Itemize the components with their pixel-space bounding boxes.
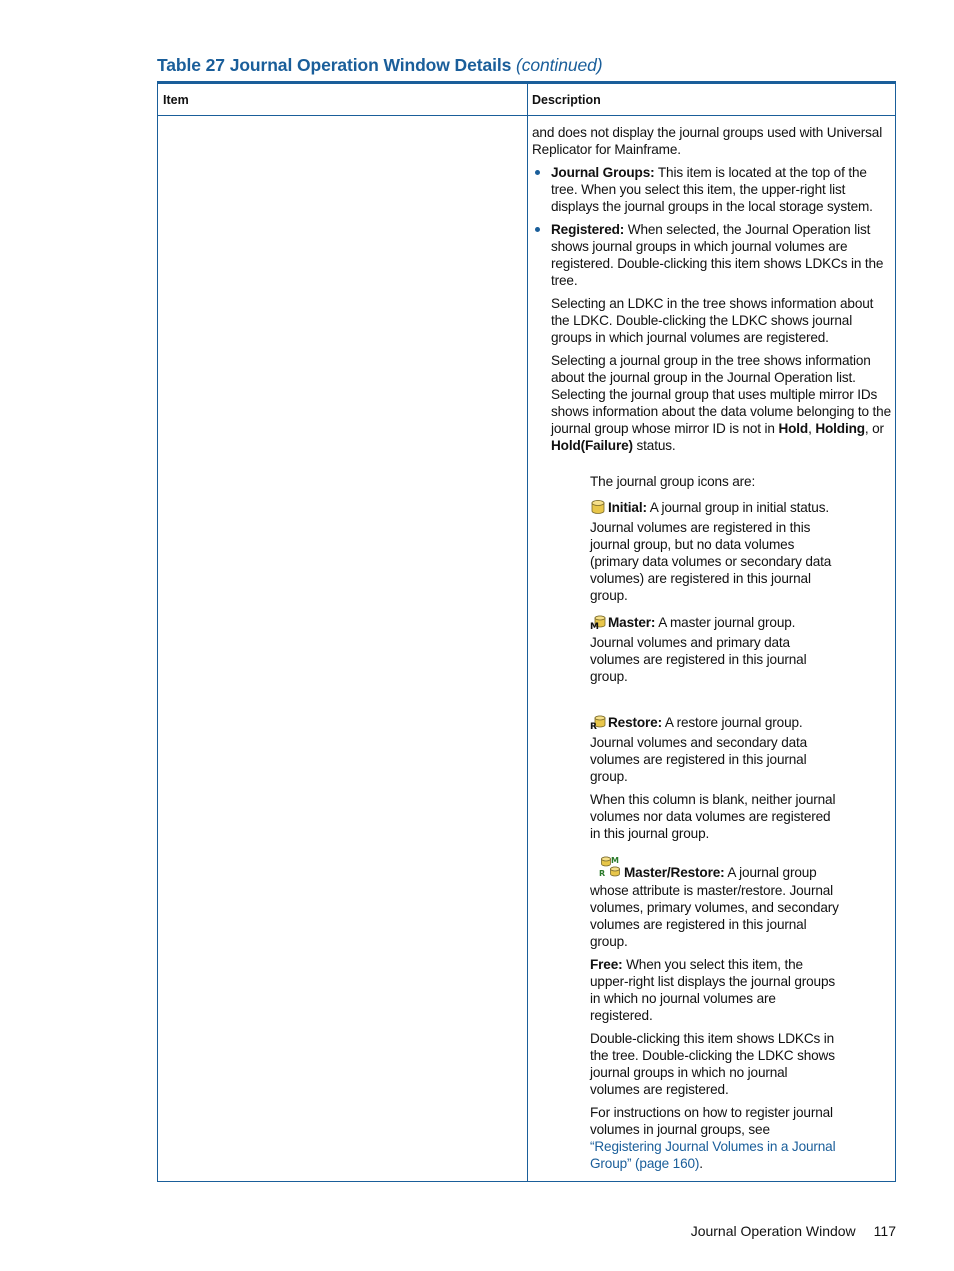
- bullet-label: Journal Groups:: [551, 165, 655, 180]
- master-restore-journal-icon: [598, 854, 622, 882]
- icon-label: Master/Restore:: [624, 865, 725, 880]
- footer-section: Journal Operation Window: [690, 1223, 856, 1239]
- page-footer: [691, 1223, 896, 1239]
- table-title: Table 27 Journal Operation Window Details: [157, 55, 512, 75]
- restore-journal-icon: [590, 714, 606, 734]
- paragraph-text: Selecting a journal group in the tree shows information about the journal group in the Journal Operation list. Selecting the journal group that uses multiple mirror IDs shows information about the data volume belonging to the journal group whose mirror ID is not in: [551, 353, 891, 436]
- bullet-text: This item is located at the top of the tree. When you select this item, the upper-right list displays the journal groups in the local storage system.: [551, 165, 873, 214]
- icon-restore-item: [590, 714, 840, 785]
- header-description: Description: [532, 93, 601, 107]
- double-click-paragraph: Double-clicking this item shows LDKCs in the tree. Double-clicking the LDKC shows journal groups in which no journal volumes are registered.: [590, 1031, 835, 1097]
- page-number: 117: [873, 1223, 896, 1239]
- desc-intro: and does not display the journal groups used with Universal Replicator for Mainframe.: [532, 125, 883, 157]
- icon-descriptions: [590, 473, 840, 1178]
- svg-text:R: R: [590, 722, 597, 730]
- column-divider: [527, 84, 528, 1181]
- table-caption: [157, 55, 602, 76]
- instructions-paragraph: [590, 1104, 840, 1172]
- free-label: Free:: [590, 957, 623, 972]
- svg-text:M: M: [611, 856, 619, 865]
- icon-label: Master:: [608, 615, 656, 630]
- status-holding: Holding: [815, 421, 865, 436]
- table-continued: (continued): [516, 55, 603, 75]
- icon-label: Restore:: [608, 715, 662, 730]
- bullet-text: When selected, the Journal Operation list shows journal groups in which journal volumes are registered. Double-clicking this item shows LDKCs in the tree.: [551, 222, 884, 288]
- icon-text: A journal group in initial status. Journal volumes are registered in this journal group, but no data volumes (primary data volumes or secondary data volumes) are registered in this journal group.: [590, 500, 832, 603]
- icon-label: Initial:: [608, 500, 647, 515]
- icon-text: A journal group whose attribute is master/restore. Journal volumes, primary volumes, and secondary volumes are registered in this journal group.: [590, 865, 839, 949]
- svg-text:R: R: [599, 869, 606, 878]
- punct: ,: [808, 421, 816, 436]
- instructions-text: For instructions on how to register journal volumes in journal groups, see: [590, 1105, 833, 1137]
- description-cell: [532, 124, 892, 460]
- status-hold-failure: Hold(Failure): [551, 438, 633, 453]
- bullet-icon: [535, 170, 540, 175]
- bullet-label: Registered:: [551, 222, 625, 237]
- registering-journal-volumes-link[interactable]: “Registering Journal Volumes in a Journal Group” (page 160): [590, 1139, 836, 1171]
- header-item: Item: [163, 93, 189, 107]
- punct: .: [699, 1156, 703, 1171]
- punct: , or: [864, 421, 884, 436]
- desc-journal-group-paragraph: [532, 352, 892, 454]
- punct: status.: [632, 438, 676, 453]
- svg-text:M: M: [590, 622, 599, 630]
- free-item: [590, 956, 840, 1024]
- icon-text: A restore journal group. Journal volumes and secondary data volumes are registered in this journal group.: [590, 715, 808, 784]
- bullet-journal-groups: [532, 164, 892, 215]
- icon-master-restore-item: [590, 854, 840, 950]
- icon-text: A master journal group. Journal volumes and primary data volumes are registered in this journal group.: [590, 615, 807, 684]
- icon-initial-item: [590, 499, 840, 604]
- desc-ldkc-paragraph: Selecting an LDKC in the tree shows information about the LDKC. Double-clicking the LDKC shows journal groups in which journal volumes are registered.: [551, 296, 874, 345]
- master-journal-icon: [590, 614, 606, 634]
- details-table: [157, 81, 896, 1182]
- icons-intro: The journal group icons are:: [590, 474, 756, 489]
- bullet-registered: [532, 221, 892, 289]
- bullet-icon: [535, 227, 540, 232]
- initial-journal-icon: [590, 499, 606, 519]
- status-hold: Hold: [778, 421, 809, 436]
- icon-master-item: [590, 614, 840, 685]
- icon-blank-item: When this column is blank, neither journal volumes nor data volumes are registered in this journal group.: [590, 792, 836, 841]
- free-text: When you select this item, the upper-right list displays the journal groups in which no journal volumes are registered.: [590, 957, 836, 1023]
